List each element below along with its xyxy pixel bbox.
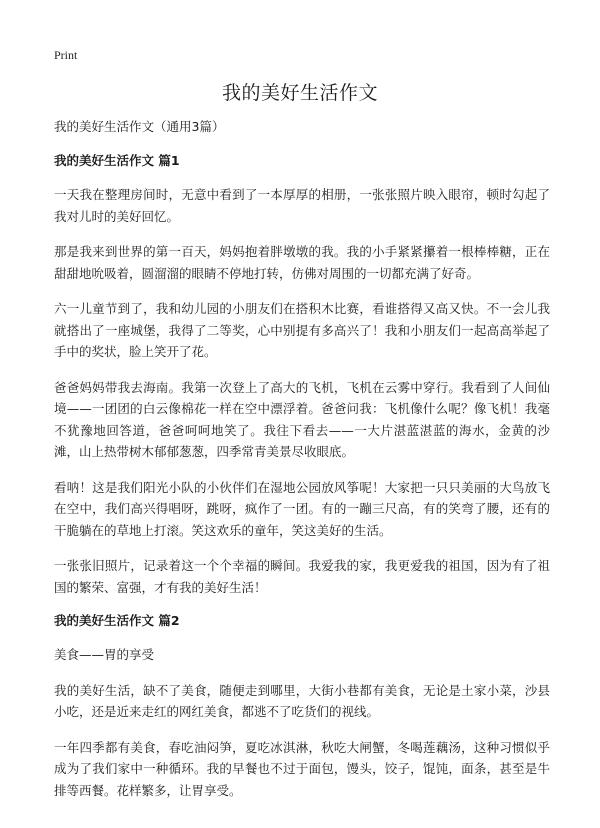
paragraph: 那是我来到世界的第一百天，妈妈抱着胖墩墩的我。我的小手紧紧攥着一根棒棒糖，正在甜甜地吮吸着，圆溜溜的眼睛不停地打转，仿佛对周围的一切都充满了好奇。 (54, 244, 550, 281)
paragraph: 六一儿童节到了，我和幼儿园的小朋友们在搭积木比赛，看谁搭得又高又快。不一会儿我就搭出了一座城堡，我得了二等奖，心中别提有多高兴了！我和小朋友们一起高高举起了手中的奖状，脸上笑开了花。 (54, 301, 550, 359)
print-link[interactable]: Print (54, 48, 78, 62)
paragraph: 爸爸妈妈带我去海南。我第一次登上了高大的飞机，飞机在云雾中穿行。我看到了人间仙境——一团团的白云像棉花一样在空中漂浮着。爸爸问我：飞机像什么呢？像飞机！我毫不犹豫地回答道，爸爸呵呵地笑了。我往下看去——一大片湛蓝湛蓝的海水，金黄的沙滩，山上热带树木郁郁葱葱，四季常青美景尽收眼底。 (54, 379, 550, 459)
section-2 (54, 612, 550, 801)
paragraph: 我的美好生活，缺不了美食，随便走到哪里，大街小巷都有美食，无论是土家小菜，沙县小吃，还是近来走红的网红美食，都逃不了吃货们的视线。 (54, 682, 550, 719)
section-heading: 我的美好生活作文 篇1 (54, 153, 180, 168)
paragraph: 一年四季都有美食，春吃油闷笋，夏吃冰淇淋，秋吃大闸蟹，冬喝莲藕汤，这种习惯似乎成为了我们家中一种循环。我的早餐也不过于面包，馒头，饺子，馄饨，面条，甚至是牛排等西餐。花样繁多，让胃享受。 (54, 739, 550, 798)
section-1 (54, 152, 550, 598)
page-title: 我的美好生活作文 (221, 82, 378, 104)
paragraph: 看呐！这是我们阳光小队的小伙伴们在湿地公园放风筝呢！大家把一只只美丽的大鸟放飞在空中，我们高兴得唱呀，跳呀，疯作了一团。有的一蹦三尺高，有的笑弯了腰，还有的干脆躺在的草地上打滚。笑这欢乐的童年，笑这美好的生活。 (54, 479, 550, 538)
article-body (54, 118, 550, 815)
paragraph: 美食——胃的享受 (54, 647, 155, 662)
paragraph: 一天我在整理房间时，无意中看到了一本厚厚的相册，一张张照片映入眼帘，顿时勾起了我对儿时的美好回忆。 (54, 187, 550, 224)
paragraph: 一张张旧照片，记录着这一个个幸福的瞬间。我爱我的家，我更爱我的祖国，因为有了祖国的繁荣、富强，才有我的美好生活！ (54, 558, 550, 595)
subtitle: 我的美好生活作文（通用3篇） (54, 119, 225, 134)
section-heading: 我的美好生活作文 篇2 (54, 613, 180, 628)
